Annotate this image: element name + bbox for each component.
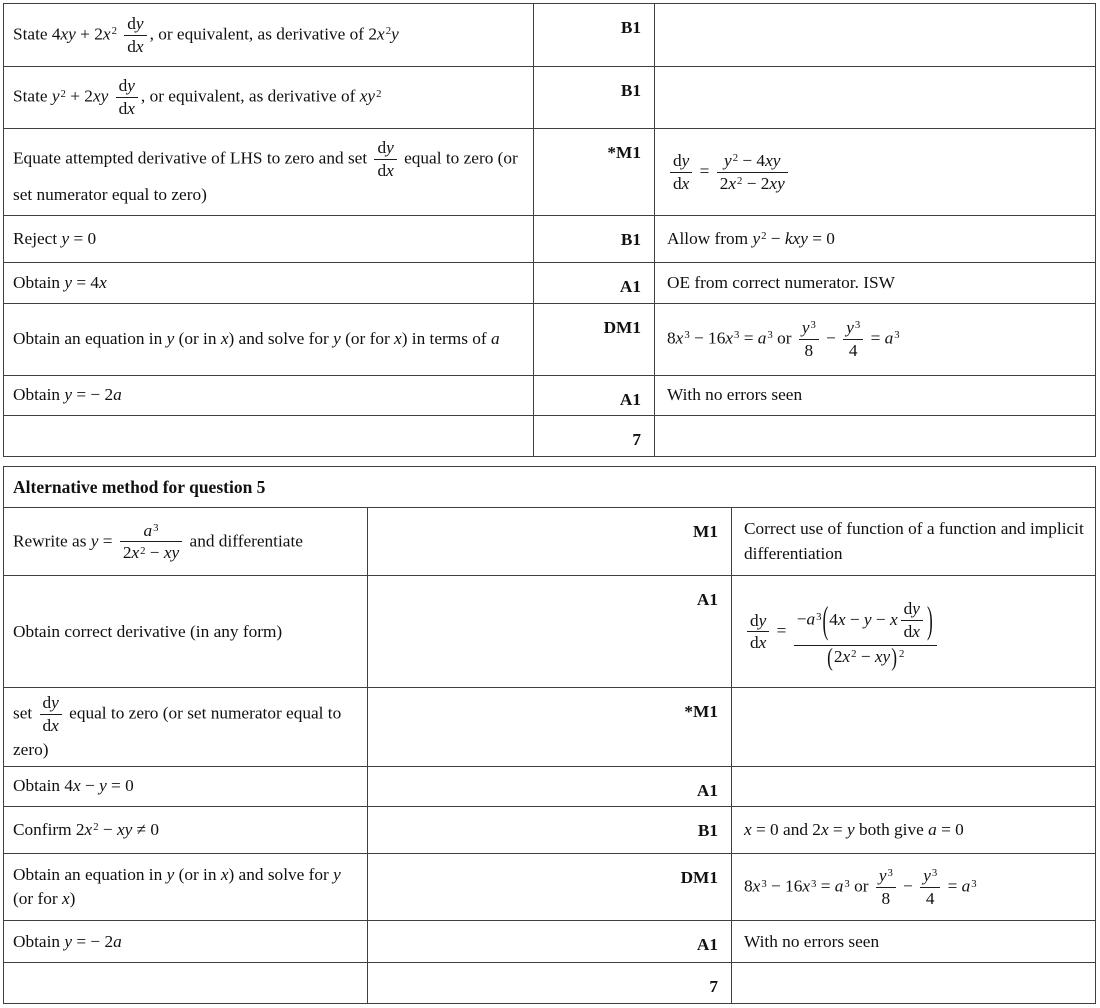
alternative-method-table [3, 466, 1096, 1004]
guidance-cell: $\frac{dy}{dx}$ = $-a^3(4x - y - x$ $\frac{dy}{dx}$ ) $(2x^2 - xy)$ $^2$ [732, 576, 1096, 688]
guidance-cell: OE from correct numerator. ISW [655, 263, 1096, 304]
answer-cell: Confirm $2x^2$ − xy ≠ 0 [4, 807, 368, 854]
answer-cell: Obtain y = 4x [4, 263, 534, 304]
question-5-mark-scheme-table [3, 3, 1096, 457]
marks-cell: DM1 [368, 854, 732, 921]
guidance-cell: x = 0 and 2x = y both give a = 0 [732, 807, 1096, 854]
answer-cell: Obtain y = − 2a [4, 375, 534, 416]
answer-cell: Obtain 4x − y = 0 [4, 766, 368, 807]
marks-cell: A1 [534, 375, 655, 416]
table-row [4, 921, 1096, 963]
table-row [4, 576, 1096, 688]
marks-cell: A1 [534, 263, 655, 304]
guidance-cell: Correct use of function of a function and implicit differentiation [732, 508, 1096, 576]
answer-cell: Equate attempted derivative of LHS to zero and set $\frac{dy}{dx}$ equal to zero (or set numerator equal to zero) [4, 129, 534, 216]
guidance-cell: $\frac{dy}{dx}$ = $\frac{y^2 - 4xy}{2x^2 - 2xy}$ [655, 129, 1096, 216]
guidance-cell [655, 67, 1096, 129]
marks-cell: M1 [368, 508, 732, 576]
marks-cell: DM1 [534, 303, 655, 375]
marks-cell: A1 [368, 576, 732, 688]
answer-cell: State $4xy + 2x^2$ $\frac{dy}{dx}$ , or equivalent, as derivative of $2x^2y$ [4, 4, 534, 67]
answer-cell: Obtain y = − 2a [4, 921, 368, 963]
answer-cell: Obtain an equation in y (or in x) and solve for y (or for x) in terms of a [4, 303, 534, 375]
answer-cell: Reject y = 0 [4, 216, 534, 263]
table-row [4, 67, 1096, 129]
alternative-method-header-row [4, 466, 1096, 508]
total-marks-cell: 7 [368, 963, 732, 1004]
marks-cell: *M1 [534, 129, 655, 216]
marks-cell: A1 [368, 766, 732, 807]
marks-cell: B1 [534, 4, 655, 67]
table-row [4, 766, 1096, 807]
guidance-cell: Allow from $y^2$ − kxy = 0 [655, 216, 1096, 263]
total-marks-row [4, 416, 1096, 457]
table-row [4, 263, 1096, 304]
guidance-cell [655, 4, 1096, 67]
guidance-cell [732, 688, 1096, 766]
table-row [4, 303, 1096, 375]
marks-cell: B1 [534, 216, 655, 263]
guidance-cell: $8x^3 - 16x^3 = a^3$ or $\frac{y^3}{8}$ − $\frac{y^3}{4}$ = $a^3$ [655, 303, 1096, 375]
guidance-cell [655, 416, 1096, 457]
guidance-cell: With no errors seen [732, 921, 1096, 963]
answer-cell: set $\frac{dy}{dx}$ equal to zero (or set numerator equal to zero) [4, 688, 368, 766]
answer-cell: Obtain an equation in y (or in x) and solve for y (or for x) [4, 854, 368, 921]
answer-cell: Rewrite as y = $\frac{a^3}{2x^2 - xy}$ and differentiate [4, 508, 368, 576]
guidance-cell: $8x^3 - 16x^3 = a^3$ or $\frac{y^3}{8}$ − $\frac{y^3}{4}$ = $a^3$ [732, 854, 1096, 921]
table-row [4, 129, 1096, 216]
guidance-cell [732, 766, 1096, 807]
marks-cell: B1 [534, 67, 655, 129]
table-row [4, 375, 1096, 416]
table-row [4, 854, 1096, 921]
guidance-cell [732, 963, 1096, 1004]
answer-cell: Obtain correct derivative (in any form) [4, 576, 368, 688]
table-row [4, 216, 1096, 263]
total-marks-row [4, 963, 1096, 1004]
marks-cell: *M1 [368, 688, 732, 766]
total-marks-cell: 7 [534, 416, 655, 457]
marks-cell: B1 [368, 807, 732, 854]
answer-cell: State $y^2 + 2xy$ $\frac{dy}{dx}$ , or equivalent, as derivative of $xy^2$ [4, 67, 534, 129]
answer-cell [4, 416, 534, 457]
guidance-cell: With no errors seen [655, 375, 1096, 416]
table-row [4, 4, 1096, 67]
table-row [4, 508, 1096, 576]
alternative-method-header: Alternative method for question 5 [4, 466, 1096, 508]
answer-cell [4, 963, 368, 1004]
table-row [4, 688, 1096, 766]
marks-cell: A1 [368, 921, 732, 963]
table-row [4, 807, 1096, 854]
